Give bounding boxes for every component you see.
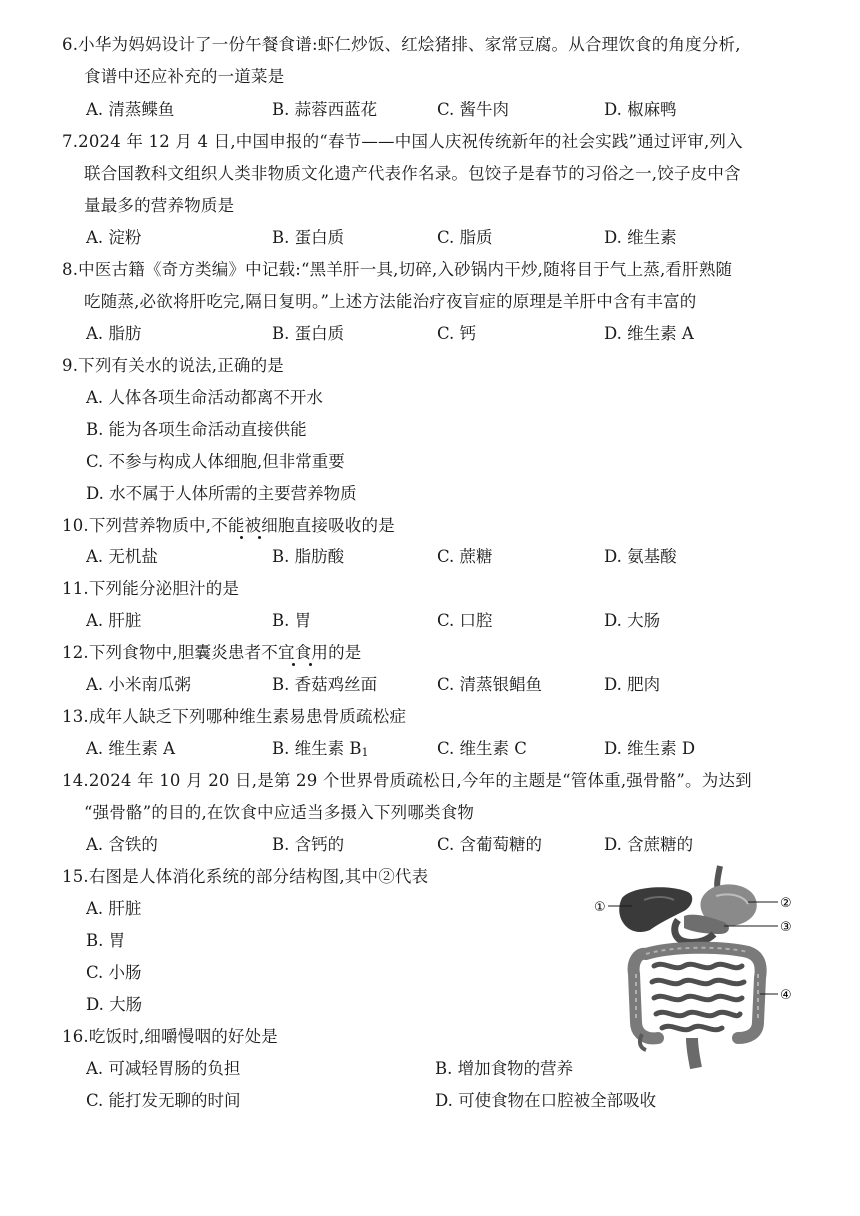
q9-option-c: C. 不参与构成人体细胞,但非常重要 <box>86 452 345 471</box>
q8-stem-line2: 吃随蒸,必欲将肝吃完,隔日复明。”上述方法能治疗夜盲症的原理是羊肝中含有丰富的 <box>84 292 697 311</box>
figure-label-2: ② <box>780 896 792 911</box>
q7-option-d: D. 维生素 <box>604 228 677 247</box>
q7-stem-line2: 联合国教科文组织人类非物质文化遗产代表作名录。包饺子是春节的习俗之一,饺子皮中含 <box>84 164 741 183</box>
q13-option-a: A. 维生素 A <box>86 739 176 758</box>
q12-stem-line1: 12.下列食物中,胆囊炎患者不宜食用的是 <box>62 643 362 662</box>
q9-option-d: D. 水不属于人体所需的主要营养物质 <box>86 484 357 503</box>
q6-option-d: D. 椒麻鸭 <box>604 100 677 119</box>
q10-option-a: A. 无机盐 <box>86 547 158 566</box>
q7-option-b: B. 蛋白质 <box>272 228 345 247</box>
q16-option-d: D. 可使食物在口腔被全部吸收 <box>435 1091 657 1110</box>
q16-option-b: B. 增加食物的营养 <box>435 1059 574 1078</box>
q15-option-c: C. 小肠 <box>86 963 142 982</box>
q12-option-c: C. 清蒸银鲳鱼 <box>437 675 543 694</box>
q11-option-b: B. 胃 <box>272 611 312 630</box>
q8-option-d: D. 维生素 A <box>604 324 694 343</box>
figure-label-1: ① <box>594 900 606 915</box>
q7-option-c: C. 脂质 <box>437 228 493 247</box>
q15-option-a: A. 肝脏 <box>86 899 142 918</box>
q9-option-b: B. 能为各项生命活动直接供能 <box>86 420 307 439</box>
q6-stem-line2: 食谱中还应补充的一道菜是 <box>84 67 285 86</box>
q10-option-b: B. 脂肪酸 <box>272 547 345 566</box>
q14-stem-line2: “强骨骼”的目的,在饮食中应适当多摄入下列哪类食物 <box>84 803 475 822</box>
q16-option-c: C. 能打发无聊的时间 <box>86 1091 241 1110</box>
digestive-system-figure <box>592 862 802 1072</box>
q10-stem-line1: 10.下列营养物质中,不能被细胞直接吸收的是 <box>62 516 395 535</box>
q14-option-d: D. 含蔗糖的 <box>604 835 694 854</box>
q13-stem-line1: 13.成年人缺乏下列哪种维生素易患骨质疏松症 <box>62 707 407 726</box>
q9-stem-line1: 9.下列有关水的说法,正确的是 <box>62 356 285 375</box>
q15-stem-line1: 15.右图是人体消化系统的部分结构图,其中②代表 <box>62 867 429 886</box>
q12-option-a: A. 小米南瓜粥 <box>86 675 191 694</box>
emphasis-dot <box>240 536 243 539</box>
q10-option-c: C. 蔗糖 <box>437 547 493 566</box>
q15-option-d: D. 大肠 <box>86 995 143 1014</box>
emphasis-dot <box>258 536 261 539</box>
q14-option-c: C. 含葡萄糖的 <box>437 835 543 854</box>
q8-option-c: C. 钙 <box>437 324 477 343</box>
q8-option-b: B. 蛋白质 <box>272 324 345 343</box>
q11-option-c: C. 口腔 <box>437 611 493 630</box>
q11-stem-line1: 11.下列能分泌胆汁的是 <box>62 579 240 598</box>
q12-option-d: D. 肥肉 <box>604 675 661 694</box>
digestive-system-diagram <box>592 862 802 1072</box>
small-intestine-shape <box>652 964 744 1029</box>
q13-option-b: B. 维生素 $B_1$ <box>272 739 369 759</box>
emphasis-dot <box>309 663 312 666</box>
figure-label-4: ④ <box>780 988 792 1003</box>
rectum-shape <box>692 1038 696 1068</box>
q7-option-a: A. 淀粉 <box>86 228 142 247</box>
q8-option-a: A. 脂肪 <box>86 324 142 343</box>
q16-stem-line1: 16.吃饭时,细嚼慢咽的好处是 <box>62 1027 278 1046</box>
q6-stem-line1: 6.小华为妈妈设计了一份午餐食谱:虾仁炒饭、红烩猪排、家常豆腐。从合理饮食的角度分析, <box>62 35 741 54</box>
q7-stem-line3: 量最多的营养物质是 <box>84 196 235 215</box>
q11-option-a: A. 肝脏 <box>86 611 142 630</box>
q14-stem-line1: 14.2024 年 10 月 20 日,是第 29 个世界骨质疏松日,今年的主题是“管体重,强骨骼”。为达到 <box>62 771 752 790</box>
q10-option-d: D. 氨基酸 <box>604 547 677 566</box>
q9-option-a: A. 人体各项生命活动都离不开水 <box>86 388 323 407</box>
q14-option-b: B. 含钙的 <box>272 835 345 854</box>
q8-stem-line1: 8.中医古籍《奇方类编》中记载:“黑羊肝一具,切碎,入砂锅内干炒,随将目于气上蒸,看肝熟随 <box>62 260 733 279</box>
figure-label-3: ③ <box>780 920 792 935</box>
q15-option-b: B. 胃 <box>86 931 126 950</box>
q13-option-d: D. 维生素 D <box>604 739 696 758</box>
q11-option-d: D. 大肠 <box>604 611 661 630</box>
q7-stem-line1: 7.2024 年 12 月 4 日,中国申报的“春节——中国人庆祝传统新年的社会实践”通过评审,列入 <box>62 132 743 151</box>
q6-option-c: C. 酱牛肉 <box>437 100 510 119</box>
q6-option-a: A. 清蒸鲽鱼 <box>86 100 175 119</box>
q14-option-a: A. 含铁的 <box>86 835 158 854</box>
emphasis-dot <box>292 663 295 666</box>
q6-option-b: B. 蒜蓉西蓝花 <box>272 100 378 119</box>
liver-shape <box>619 887 692 932</box>
q16-option-a: A. 可减轻胃肠的负担 <box>86 1059 241 1078</box>
q13-option-c: C. 维生素 C <box>437 739 527 758</box>
q12-option-b: B. 香菇鸡丝面 <box>272 675 378 694</box>
